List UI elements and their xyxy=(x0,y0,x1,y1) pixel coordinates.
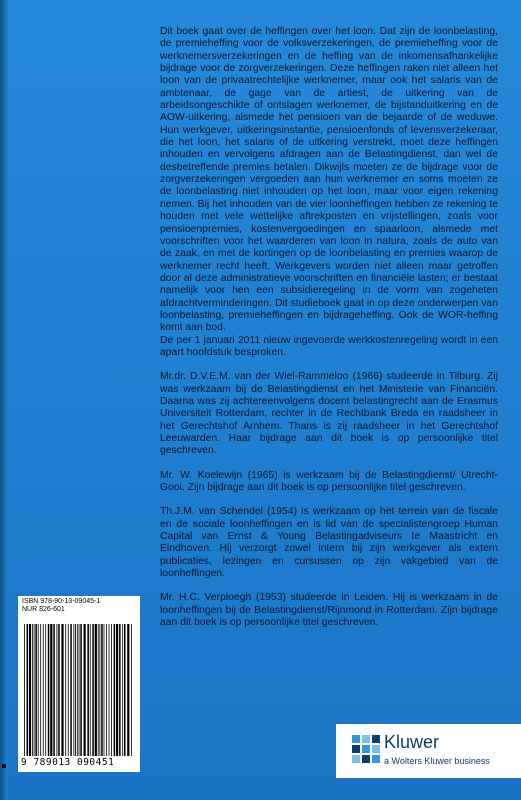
author-bio-van-der-wiel: Mr.dr. D.V.E.M. van der Wiel-Rammeloo (1966) studeerde in Tilburg. Zij was werkzaam bij de Belastingdienst en het Ministerie van Financiën. Daarna was zij achtereenvolgens docent belastingrecht aan de Erasmus Universiteit Rotterdam, rechter in de Rechtbank Breda en raadsheer in het Gerechtshof Arnhem. Thans is zij raadsheer in het Gerechtshof Leeuwarden. Haar bijdrage aan dit boek is op persoonlijke titel geschreven. xyxy=(160,371,498,457)
publisher-logo xyxy=(336,724,521,778)
publisher-name: Kluwer xyxy=(384,732,440,752)
author-bio-koelewijn: Mr. W. Koelewijn (1965) is werkzaam bij de Belastingdienst/ Utrecht-Gooi. Zijn bijdrage aan dit boek is op persoonlijke titel geschreven. xyxy=(160,469,498,494)
barcode-digits: 9 789013 090451 xyxy=(21,757,115,768)
nur-code: NUR 826-601 xyxy=(22,606,65,613)
corner-mark xyxy=(2,764,6,768)
blurb xyxy=(160,26,498,629)
author-bio-van-schendel: Th.J.M. van Schendel (1954) is werkzaam op het terrein van de fiscale en de sociale loonheffingen en is lid van de specialistengroep Human Capital van Ernst & Young Belastingadviseurs te Maastricht en Eindhoven. Hij verzorgt zowel intern bij zijn werkgever als extern publicaties, lezingen en cursussen op zijn vakgebied van de loonheffingen. xyxy=(160,506,498,580)
author-bio-verploegh: Mr. H.C. Verploegh (1953) studeerde in Leiden. Hij is werkzaam in de loonheffingen bij de Belastingdienst/Rijnmond in Rotterdam. Zijn bijdrage aan dit boek is op persoonlijke titel geschreven. xyxy=(160,592,498,629)
barcode-label xyxy=(18,596,140,772)
barcode-bars xyxy=(24,624,134,756)
spine-shadow xyxy=(0,0,8,800)
isbn-number: ISBN 978-90-13-09045-1 xyxy=(22,598,101,605)
isbn-text xyxy=(22,598,100,614)
werkkosten-paragraph: De per 1 januari 2011 nieuw ingevoerde werkkostenregeling wordt in een apart hoofdstuk besproken. xyxy=(160,334,498,358)
intro-paragraph: Dit boek gaat over de heffingen over het loon. Dat zijn de loonbelasting, de premieheffing voor de volksverzekeringen, de premieheffing voor de werknemersverzekeringen en de heffing van de inkomensafhankelijke bijdrage voor de zorgverzekeringen. Deze heffingen raken niet alleen het loon van de privaatrechtelijke werknemer, maar ook het salaris van de ambtenaar, de gage van de artiest, de uitkering van de arbeidsongeschikte of ontslagen werknemer, de bijstanduitkering en de AOW-uitkering, alsmede het pensioen van de bejaarde of de weduwe. Hun werkgever, uitkeringsinstantie, pensioenfonds of levensverzekeraar, die het loon, het salaris of de uitkering verstrekt, moet deze heffingen inhouden en vervolgens afdragen aan de Belastingdienst, dan wel de desbetreffende premies betalen. Dikwijls moeten ze de bijdrage voor de zorgverzekeringen vergoeden aan hun werknemer en soms moeten ze de loonbelasting niet inhouden op het loon, maar voor eigen rekening nemen. Bij het inhouden van de vier loonheffingen hebben ze rekening te houden met vele wettelijke aftrekposten en vrijstellingen, zoals voor pensioenpremies, kostenvergoedingen en spaarloon, alsmede met voorschriften voor het waarderen van loon in natura, zoals de auto van de zaak, en met de kortingen op de loonbelasting en premies waarop de werknemer recht heeft. Werkgevers worden niet alleen maar getroffen door al deze administratieve voorschriften en financiële lasten; er bestaat namelijk voor hen een subsidieregeling in de vorm van zogeheten afdrachtverminderingen. Dit studieboek gaat in op deze onderwerpen van loonbelasting, premieheffingen en bijdrageheffing. Ook de WOR-heffing komt aan bod. xyxy=(160,26,498,334)
kluwer-globe-icon xyxy=(352,735,380,763)
publisher-tagline: a Wolters Kluwer business xyxy=(384,756,490,766)
